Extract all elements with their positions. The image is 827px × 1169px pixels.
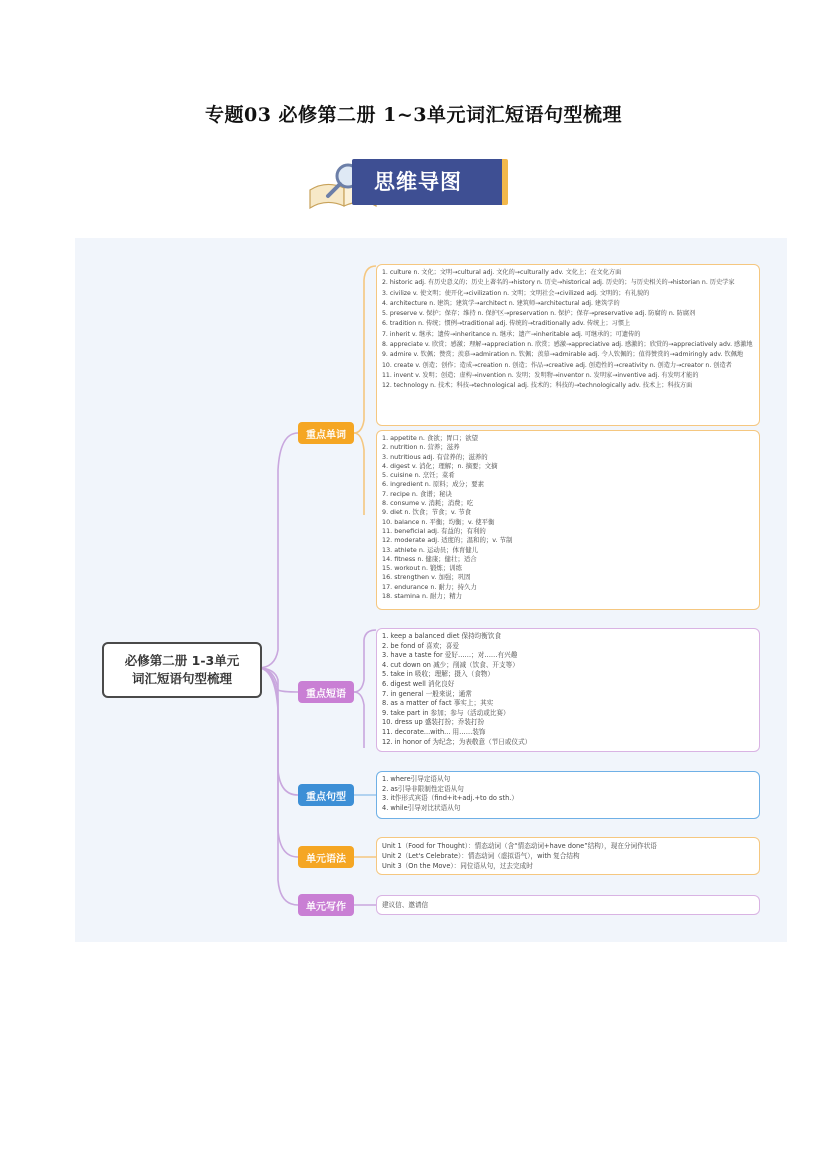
list-item: 11. beneficial adj. 有益的；有利的 [382, 526, 486, 535]
list-item: 15. workout n. 锻炼；训练 [382, 564, 462, 573]
list-item: 2. as引导非限制性定语从句 [382, 784, 464, 793]
list-item: 14. fitness n. 健康；健壮；适合 [382, 554, 477, 563]
list-item: Unit 2（Let's Celebrate）：情态动词（虚拟语气），with 复合结构 [382, 852, 580, 860]
list-item: 1. where引导定语从句 [382, 775, 451, 783]
list-item: 8. appreciate v. 欣赏；感激；理解→appreciation n. 欣赏；感激→appreciative adj. 感激的；欣赏的→appreciatively adv. 感激地 [382, 341, 753, 349]
list-item: Unit 3（On the Move）：同位语从句，过去完成时 [382, 862, 533, 870]
list-item: 9. take part in 参加；参与（活动或比赛） [382, 708, 510, 717]
list-item: 6. tradition n. 传统；惯例→traditional adj. 传统的→traditionally adv. 传统上；习惯上 [382, 320, 631, 328]
list-item: 4. architecture n. 建筑；建筑学→architect n. 建筑师→architectural adj. 建筑学的 [382, 299, 620, 307]
list-item: 7. recipe n. 食谱；秘诀 [382, 489, 452, 498]
list-item: 18. stamina n. 耐力；精力 [382, 592, 463, 601]
list-item: 9. diet n. 饮食；节食；v. 节食 [382, 508, 472, 517]
list-item: 11. decorate...with... 用……装饰 [382, 727, 486, 736]
list-item: 4. cut down on 减少；削减（饮食、开支等） [382, 660, 519, 669]
list-item: 9. admire v. 钦佩；赞赏；羡慕→admiration n. 钦佩；羡慕→admirable adj. 令人钦佩的；值得赞赏的→admiringly adv. 钦佩地 [382, 351, 744, 359]
list-item: 3. have a taste for 爱好……；对……有兴趣 [382, 651, 518, 660]
branch-unit-writing: 单元写作 [298, 894, 354, 916]
list-item: 12. in honor of 为纪念；为表敬意（节日或仪式） [382, 737, 532, 746]
grammar-box [376, 837, 760, 875]
list-item: 1. appetite n. 食欲；胃口；欲望 [382, 434, 479, 442]
list-item: 5. take in 吸收；理解；摄入（食物） [382, 670, 494, 679]
list-item: 10. create v. 创造；创作；造成→creation n. 创造；作品→creative adj. 创造性的→creativity n. 创造力→creator n. 创造者 [382, 361, 732, 369]
list-item: 2. historic adj. 有历史意义的；历史上著名的→history n. 历史→historical adj. 历史的；与历史相关的→historian n. 历史学家 [382, 279, 735, 287]
list-item: 12. moderate adj. 适度的；温和的；v. 节制 [382, 536, 513, 545]
list-item: 10. dress up 盛装打扮；乔装打扮 [382, 718, 485, 727]
root-line-2: 词汇短语句型梳理 [131, 671, 232, 686]
list-item: 1. culture n. 文化；文明→cultural adj. 文化的→culturally adv. 文化上；在文化方面 [382, 269, 622, 276]
list-item: 3. it作形式宾语（find+it+adj.+to do sth.） [382, 794, 518, 803]
writing-box [376, 895, 760, 915]
banner-title: 思维导图 [374, 170, 462, 194]
list-item: 13. athlete n. 运动员；体育健儿 [382, 545, 479, 554]
list-item: 2. be fond of 喜欢；喜爱 [382, 641, 459, 650]
list-item: 7. in general 一般来说；通常 [382, 689, 472, 698]
list-item: 8. as a matter of fact 事实上；其实 [382, 699, 494, 708]
list-item: 4. digest v. 消化；理解；n. 摘要；文摘 [382, 461, 498, 470]
list-item: Unit 1（Food for Thought）：情态动词（含“情态动词+have done”结构），现在分词作状语 [382, 842, 657, 850]
document-title: 专题03 必修第二册 1~3单元词汇短语句型梳理 [204, 104, 623, 126]
list-item: 2. nutrition n. 营养；滋养 [382, 443, 460, 452]
branch-key-words: 重点单词 [298, 422, 354, 444]
word-group-2-box [376, 430, 760, 610]
list-item: 5. cuisine n. 烹饪；菜肴 [382, 471, 455, 480]
list-item: 4. while引导对比状语从句 [382, 803, 461, 812]
list-item: 建议信、邀请信 [382, 901, 429, 909]
list-item: 6. ingredient n. 原料；成分；要素 [382, 480, 485, 489]
list-item: 3. civilize v. 使文明；使开化→civilization n. 文明；文明社会→civilized adj. 文明的；有礼貌的 [382, 289, 650, 297]
branch-key-sentences: 重点句型 [298, 784, 354, 806]
list-item: 11. invent v. 发明；创造；虚构→invention n. 发明；发明物→inventor n. 发明家→inventive adj. 有发明才能的 [382, 371, 699, 379]
list-item: 6. digest well 消化良好 [382, 679, 455, 688]
word-group-1-box [376, 264, 760, 426]
list-item: 7. inherit v. 继承；遗传→inheritance n. 继承；遗产→inheritable adj. 可继承的；可遗传的 [382, 330, 641, 338]
list-item: 17. endurance n. 耐力；持久力 [382, 582, 477, 591]
list-item: 8. consume v. 消耗；消费；吃 [382, 499, 474, 508]
list-item: 3. nutritious adj. 有营养的；滋养的 [382, 452, 488, 461]
root-line-1: 必修第二册 1-3单元 [124, 653, 240, 668]
list-item: 1. keep a balanced diet 保持均衡饮食 [382, 632, 502, 640]
mind-map-root [102, 642, 262, 698]
sentence-pattern-box [376, 771, 760, 819]
list-item: 10. balance n. 平衡；均衡；v. 使平衡 [382, 517, 495, 526]
branch-unit-grammar: 单元语法 [298, 846, 354, 868]
phrase-box [376, 628, 760, 752]
list-item: 16. strengthen v. 加强；巩固 [382, 573, 471, 582]
list-item: 5. preserve v. 保护；保存；维持 n. 保护区→preservation n. 保护；保存→preservative adj. 防腐的 n. 防腐剂 [382, 310, 696, 318]
branch-key-phrases: 重点短语 [298, 681, 354, 703]
list-item: 12. technology n. 技术；科技→technological adj. 技术的；科技的→technologically adv. 技术上；科技方面 [382, 382, 693, 390]
